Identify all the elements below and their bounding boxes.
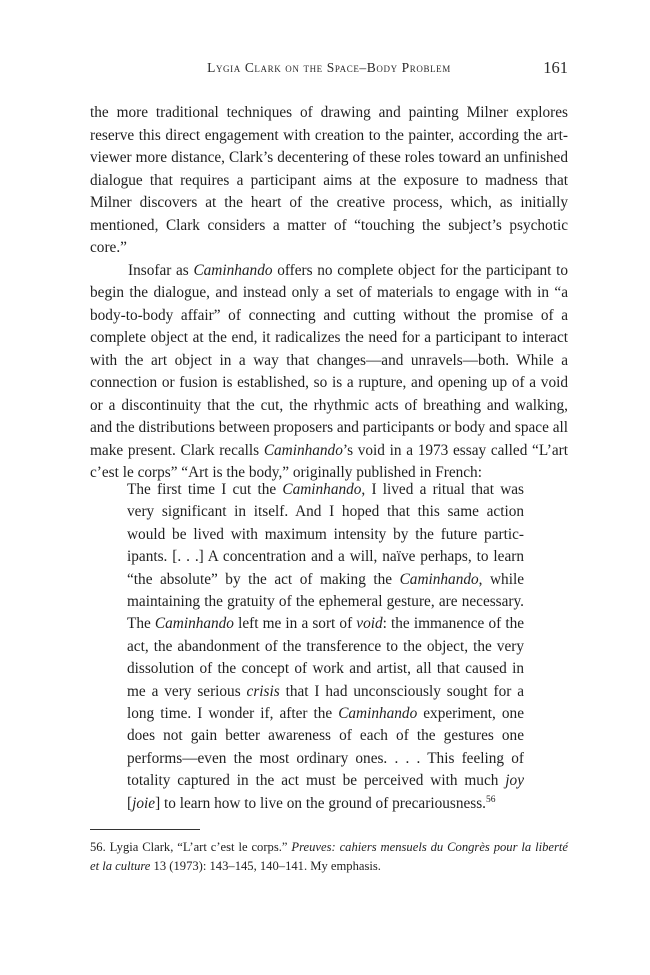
footnote-56	[90, 838, 568, 876]
q-text-8: [	[127, 794, 133, 812]
q-italic-5: crisis	[246, 682, 280, 700]
q-italic-4: void	[356, 615, 383, 633]
q-text-2: , I lived a ritual that was very significant in itself. And I hoped that this same action would be lived with maximum intensity by the future participants. [. . .] A concentration and a will, naïve perhaps, to learn “the absolute” by the act of making the	[127, 481, 525, 588]
paragraph-2	[90, 260, 568, 485]
q-italic-2: Caminhando	[399, 570, 479, 588]
q-italic-8: joie	[132, 794, 156, 812]
footnote-rule	[90, 829, 200, 830]
q-italic-6: Caminhando	[338, 705, 418, 723]
q-text-5: : the immanence of the act, the abandonment of the transference to the object, the very dissolution of the concept of work and artist, all that caused in me a very serious	[127, 615, 525, 700]
q-text-9: ] to learn how to live on the ground of precariousness.	[155, 794, 486, 812]
q-text-4: left me in a sort of	[233, 615, 357, 633]
q-italic-7: joy	[505, 772, 524, 790]
fn-text-1: 56. Lygia Clark, “L’art c’est le corps.”	[90, 840, 292, 854]
footnote-reference[interactable]: 56	[486, 794, 496, 805]
q-text-1: The first time I cut the	[127, 481, 283, 498]
quote-paragraph	[127, 479, 524, 815]
q-text-7: experiment, one does not gain better awareness of each of the gestures one performs—even the most ordinary ones. . . . This feeling of totality captured in the act must be perceived with much	[127, 705, 524, 790]
running-head	[90, 60, 568, 82]
body-text	[90, 102, 568, 485]
footnote	[90, 838, 568, 876]
p2-italic-2: Caminhando	[263, 441, 343, 459]
p2-text-1: Insofar as	[128, 261, 194, 279]
running-title: Lygia Clark on the Space–Body Problem	[207, 60, 451, 75]
paragraph-1: the more traditional techniques of drawing and painting Milner explores reserve this direct engagement with creation to the painter, according the art-viewer more distance, Clark’s decentering of these roles toward an unfinished dialogue that requires a participant aims at the exposure to madness that Milner discovers at the heart of the creative process, which, as initially mentioned, Clark considers a matter of “touching the subject’s psychotic core.”	[90, 104, 568, 256]
p2-text-3: ’s void in a 1973 essay called “L’art c’est le corps” “Art is the body,” originally published in French:	[90, 441, 569, 481]
q-text-3: , while maintaining the gratuity of the ephemeral gesture, are necessary. The	[127, 570, 524, 633]
p2-text-2: offers no complete object for the participant to begin the dialogue, and instead only a set of materials to engage with in “a body-to-body affair” of connecting and cutting without the promise of a complete object at the end, it radicalizes the need for a participant to interact with the art object in a way that changes—and unravels—both. While a connection or fusion is established, so is a rupture, and opening up of a void or a discontinuity that the cut, the rhythmic acts of breathing and walking, and the distributions between proposers and participants or body and space all make present. Clark recalls	[90, 261, 568, 459]
fn-text-2: 13 (1973): 143–145, 140–141. My emphasis.	[150, 859, 381, 873]
q-italic-1: Caminhando	[282, 481, 362, 498]
q-text-6: that I had unconsciously sought for a long time. I wonder if, after the	[127, 682, 524, 723]
q-italic-3: Caminhando	[154, 615, 234, 633]
fn-italic-1: Preuves: cahiers mensuels du Congrès pour la liberté et la culture	[90, 840, 568, 873]
p2-italic-1: Caminhando	[193, 261, 273, 279]
block-quote	[127, 479, 524, 815]
page-number: 161	[543, 58, 568, 77]
